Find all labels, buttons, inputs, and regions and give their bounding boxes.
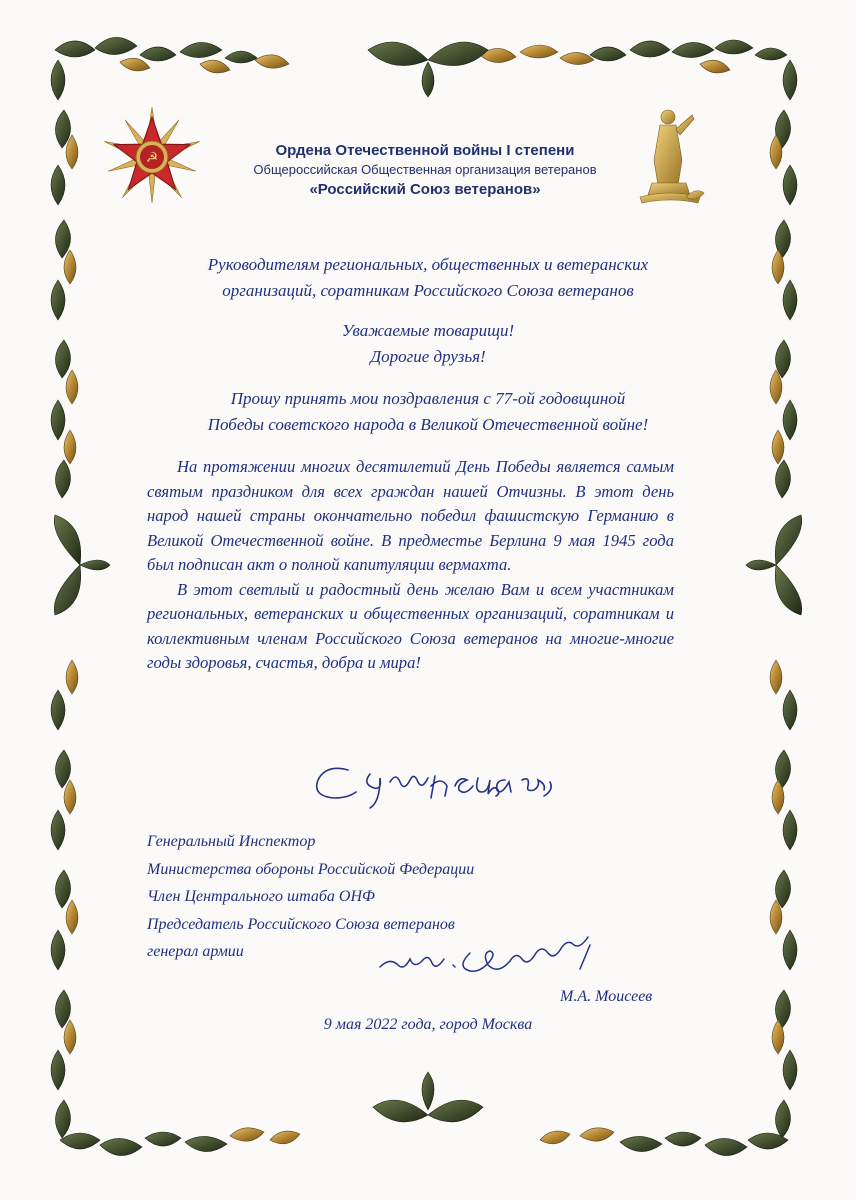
signatory-title-1: Генеральный Инспектор [147,833,316,850]
address-block [120,252,736,304]
organization-header [210,140,640,201]
svg-text:☭: ☭ [145,150,159,166]
congrats-line-2: Победы советского народа в Великой Отечественной войне! [207,415,649,434]
handwritten-signature [375,935,615,980]
body-paragraph-1: На протяжении многих десятилетий День Победы является самым святым праздником для всех граждан нашей Отчизны. В этот день народ нашей страны окончательно победил фашистскую Германию в Великой Отечественной войне. В предместье Берлина 9 мая 1945 года был подписан акт о полной капитуляции вермахта. [147,457,674,574]
org-name-line: «Российский Союз ветеранов» [309,181,541,198]
signatory-title-4: Председатель Российского Союза ветеранов [147,915,455,933]
handwritten-closing [300,752,600,812]
letter-body [147,455,674,676]
org-order-line: Ордена Отечественной войны I степени [275,142,575,159]
signatory-title-3: Член Центрального штаба ОНФ [147,888,375,905]
greeting-block [120,318,736,370]
signatory-name: М.А. Моисеев [560,988,653,1005]
signatory-title-5: генерал армии [147,943,244,960]
order-star-icon [100,105,205,210]
address-line-1: Руководителям региональных, общественных и ветеранских [207,255,649,274]
body-paragraph-2: В этот светлый и радостный день желаю Вам и всем участникам региональных, ветеранских и общественных организаций, соратникам и коллективным членам Российского Союза ветеранов на многие-многие годы здоровья, счастья, добра и мира! [147,579,674,672]
congratulations-block [120,386,736,438]
address-line-2: организаций, соратникам Российского Союза ветеранов [222,281,634,300]
greeting-line-1: Уважаемые товарищи! [341,321,515,340]
congrats-line-1: Прошу принять мои поздравления с 77-ой годовщиной [230,389,626,408]
signatory-title-2: Министерства обороны Российской Федерации [147,860,475,878]
soldier-monument-icon [630,105,710,210]
date-place: 9 мая 2022 года, город Москва [323,1016,533,1033]
org-type-line: Общероссийская Общественная организация ветеранов [253,162,597,177]
greeting-line-2: Дорогие друзья! [370,347,486,366]
